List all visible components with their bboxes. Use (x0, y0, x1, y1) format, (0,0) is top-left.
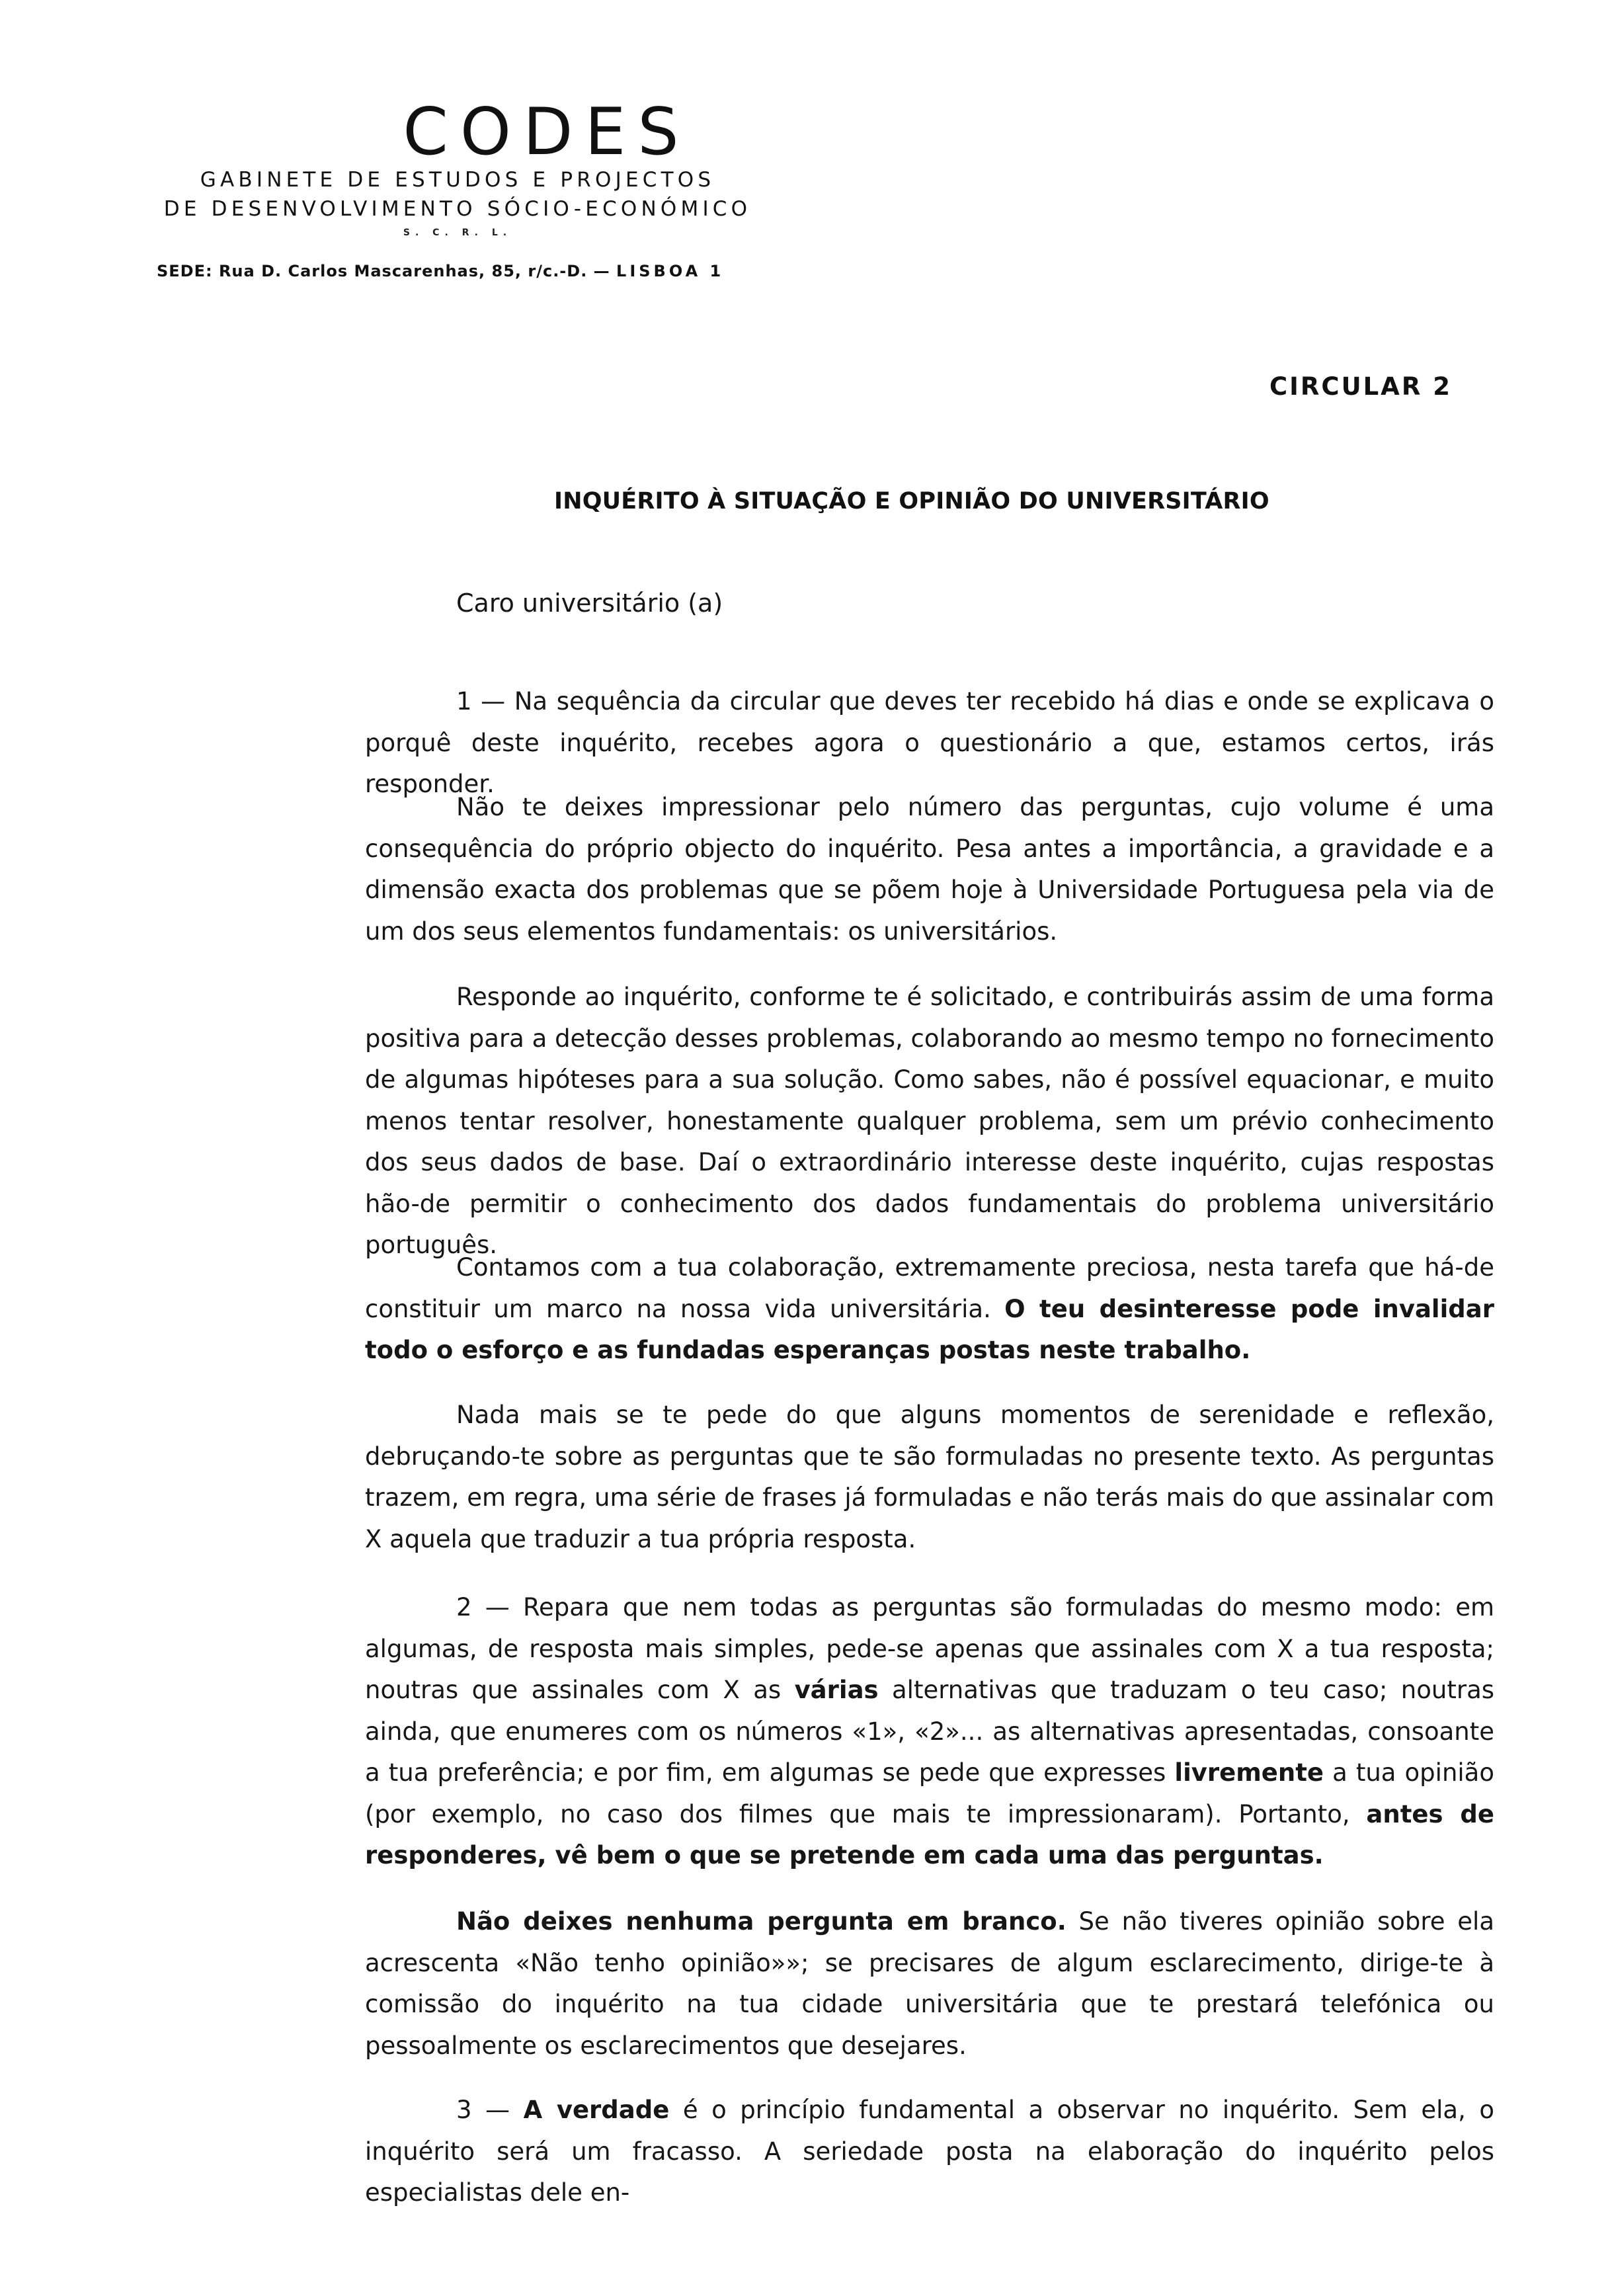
paragraph-text (365, 1901, 1494, 2067)
salutation: Caro universitário (a) (456, 589, 723, 618)
address-label: SEDE: (157, 262, 213, 280)
paragraph-7 (365, 1901, 1494, 2067)
paragraph-plain: Contamos com a tua colaboração, extremamente preciosa, nesta tarefa que há-de constituir um marco na nossa vida universitária. (365, 1253, 1494, 1323)
paragraph-emphasis: livremente (1174, 1758, 1324, 1787)
address-street: Rua D. Carlos Mascarenhas, 85, r/c.-D. — (218, 262, 610, 280)
paragraph-text (365, 2090, 1494, 2214)
paragraph-text (365, 1247, 1494, 1372)
org-subtitle-line-1: GABINETE DE ESTUDOS E PROJECTOS (200, 168, 715, 192)
letterhead (153, 95, 762, 238)
org-registration: S. C. R. L. (403, 227, 512, 238)
address-city: LISBOA 1 (616, 262, 725, 280)
paragraph-plain: é o princípio fundamental a observar no inquérito. Sem ela, o inquérito será um fracasso. A seriedade posta na elaboração do inquérito pelos especialistas dele en- (365, 2096, 1495, 2207)
paragraph-plain: a tua opinião (por exemplo, no caso dos filmes que mais te impressionaram). Portanto, (365, 1758, 1494, 1828)
address-line (157, 262, 724, 280)
paragraph-text: Nada mais se te pede do que alguns momentos de serenidade e reflexão, debruçando-te sobre as perguntas que te são formuladas no presente texto. As perguntas trazem, em regra, uma série de frases já formuladas e não terás mais do que assinalar com X aquela que traduzir a tua própria resposta. (365, 1401, 1494, 1553)
paragraph-text: 1 — Na sequência da circular que deves ter recebido há dias e onde se explicava o porquê deste inquérito, recebes agora o questionário a que, estamos certos, irás responder. (365, 687, 1494, 798)
org-subtitle-line-2: DE DESENVOLVIMENTO SÓCIO-ECONÓMICO (163, 197, 752, 221)
paragraph-emphasis: antes de responderes, vê bem o que se pretende em cada uma das perguntas. (365, 1799, 1494, 1869)
paragraph-6 (365, 1587, 1494, 1877)
paragraph-plain: 2 — Repara que nem todas as perguntas são formuladas do mesmo modo: em algumas, de resposta mais simples, pede-se apenas que assinales com X a tua resposta; noutras que assinales com X as (365, 1593, 1494, 1704)
paragraph-emphasis: Não deixes nenhuma pergunta em branco. (456, 1907, 1066, 1936)
paragraph-text: Não te deixes impressionar pelo número das perguntas, cujo volume é uma consequência do próprio objecto do inquérito. Pesa antes a importância, a gravidade e a dimensão exacta dos problemas que se põem hoje à Universidade Portuguesa pela via de um dos seus elementos fundamentais: os universitários. (365, 793, 1494, 946)
paragraph-text: Responde ao inquérito, conforme te é solicitado, e contribuirás assim de uma forma positiva para a detecção desses problemas, colaborando ao mesmo tempo no fornecimento de algumas hipóteses para a sua solução. Como sabes, não é possível equacionar, e muito menos tentar resolver, honestamente qualquer problema, sem um prévio conhecimento dos seus dados de base. Daí o extraordinário interesse deste inquérito, cujas respostas hão-de permitir o conhecimento dos dados fundamentais do problema universitário português. (365, 983, 1494, 1259)
paragraph-number: 3 — (456, 2096, 510, 2124)
org-name: CODES (403, 95, 691, 170)
paragraph-5 (365, 1395, 1494, 1560)
paragraph-8 (365, 2090, 1494, 2214)
paragraph-emphasis: A verdade (523, 2096, 670, 2124)
paragraph-3 (365, 977, 1494, 1266)
paragraph-emphasis: O teu desinteresse pode invalidar todo o esforço e as fundadas esperanças postas neste trabalho. (365, 1294, 1494, 1364)
paragraph-plain: alternativas que traduzam o teu caso; noutras ainda, que enumeres com os números «1», «2»... as alternativas apresentadas, consoante a tua preferência; e por fim, em algumas se pede que expresses (365, 1676, 1495, 1787)
paragraph-emphasis: várias (794, 1676, 879, 1704)
paragraph-plain: Se não tiveres opinião sobre ela acrescenta «Não tenho opinião»»; se precisares de algum esclarecimento, dirige-te à comissão do inquérito na tua cidade universitária que te prestará telefónica ou pessoalmente os esclarecimentos que desejares. (365, 1907, 1495, 2060)
paragraph-2 (365, 787, 1494, 952)
circular-number: CIRCULAR 2 (1269, 372, 1452, 401)
paragraph-4 (365, 1247, 1494, 1372)
paragraph-text (365, 1587, 1494, 1877)
document-title: INQUÉRITO À SITUAÇÃO E OPINIÃO DO UNIVERSITÁRIO (554, 488, 1269, 514)
